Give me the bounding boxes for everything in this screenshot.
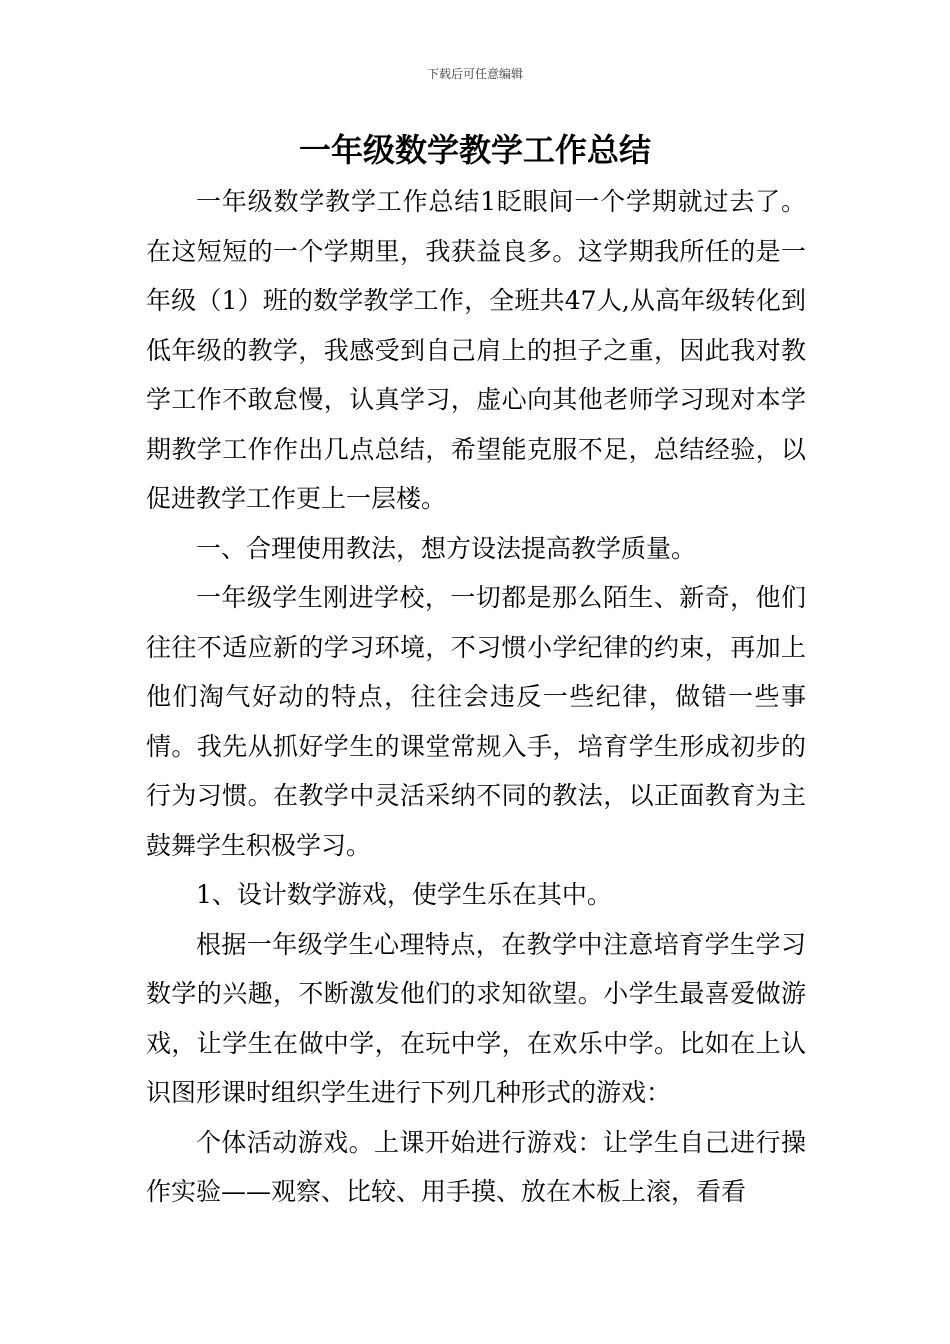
document-body [146,177,806,1217]
paragraph-classroom-routine: 一年级学生刚进学校，一切都是那么陌生、新奇，他们往往不适应新的学习环境，不习惯小学纪律的约束，再加上他们淘气好动的特点，往往会违反一些纪律，做错一些事情。我先从抓好学生的课堂常规入手，培育学生形成初步的行为习惯。在教学中灵活采纳不同的教法，以正面教育为主鼓舞学生积极学习。 [146,583,806,860]
paragraph-subheading-games: 1、设计数学游戏，使学生乐在其中。 [196,880,612,909]
paragraph-individual-activity: 个体活动游戏。上课开始进行游戏：让学生自己进行操作实验——观察、比较、用手摸、放在木板上滚，看看 [146,1127,806,1206]
document-title: 一年级数学教学工作总结 [298,131,651,169]
paragraph-section-heading: 一、合理使用教法，想方设法提高教学质量。 [196,533,697,563]
header-note: 下载后可任意编辑 [426,67,523,81]
paragraph-intro: 一年级数学教学工作总结1眨眼间一个学期就过去了。在这短短的一个学期里，我获益良多。这学期我所任的是一年级（1）班的数学教学工作，全班共47人,从高年级转化到低年级的教学，我感受到自己肩上的担子之重，因此我对教学工作不敢怠慢，认真学习，虚心向其他老师学习现对本学期教学工作作出几点总结，希望能克服不足，总结经验，以促进教学工作更上一层楼。 [146,187,806,513]
paragraph-games-description: 根据一年级学生心理特点，在教学中注意培育学生学习数学的兴趣，不断激发他们的求知欲望。小学生最喜爱做游戏，让学生在做中学，在玩中学，在欢乐中学。比如在上认识图形课时组织学生进行下列几种形式的游戏： [146,929,806,1107]
